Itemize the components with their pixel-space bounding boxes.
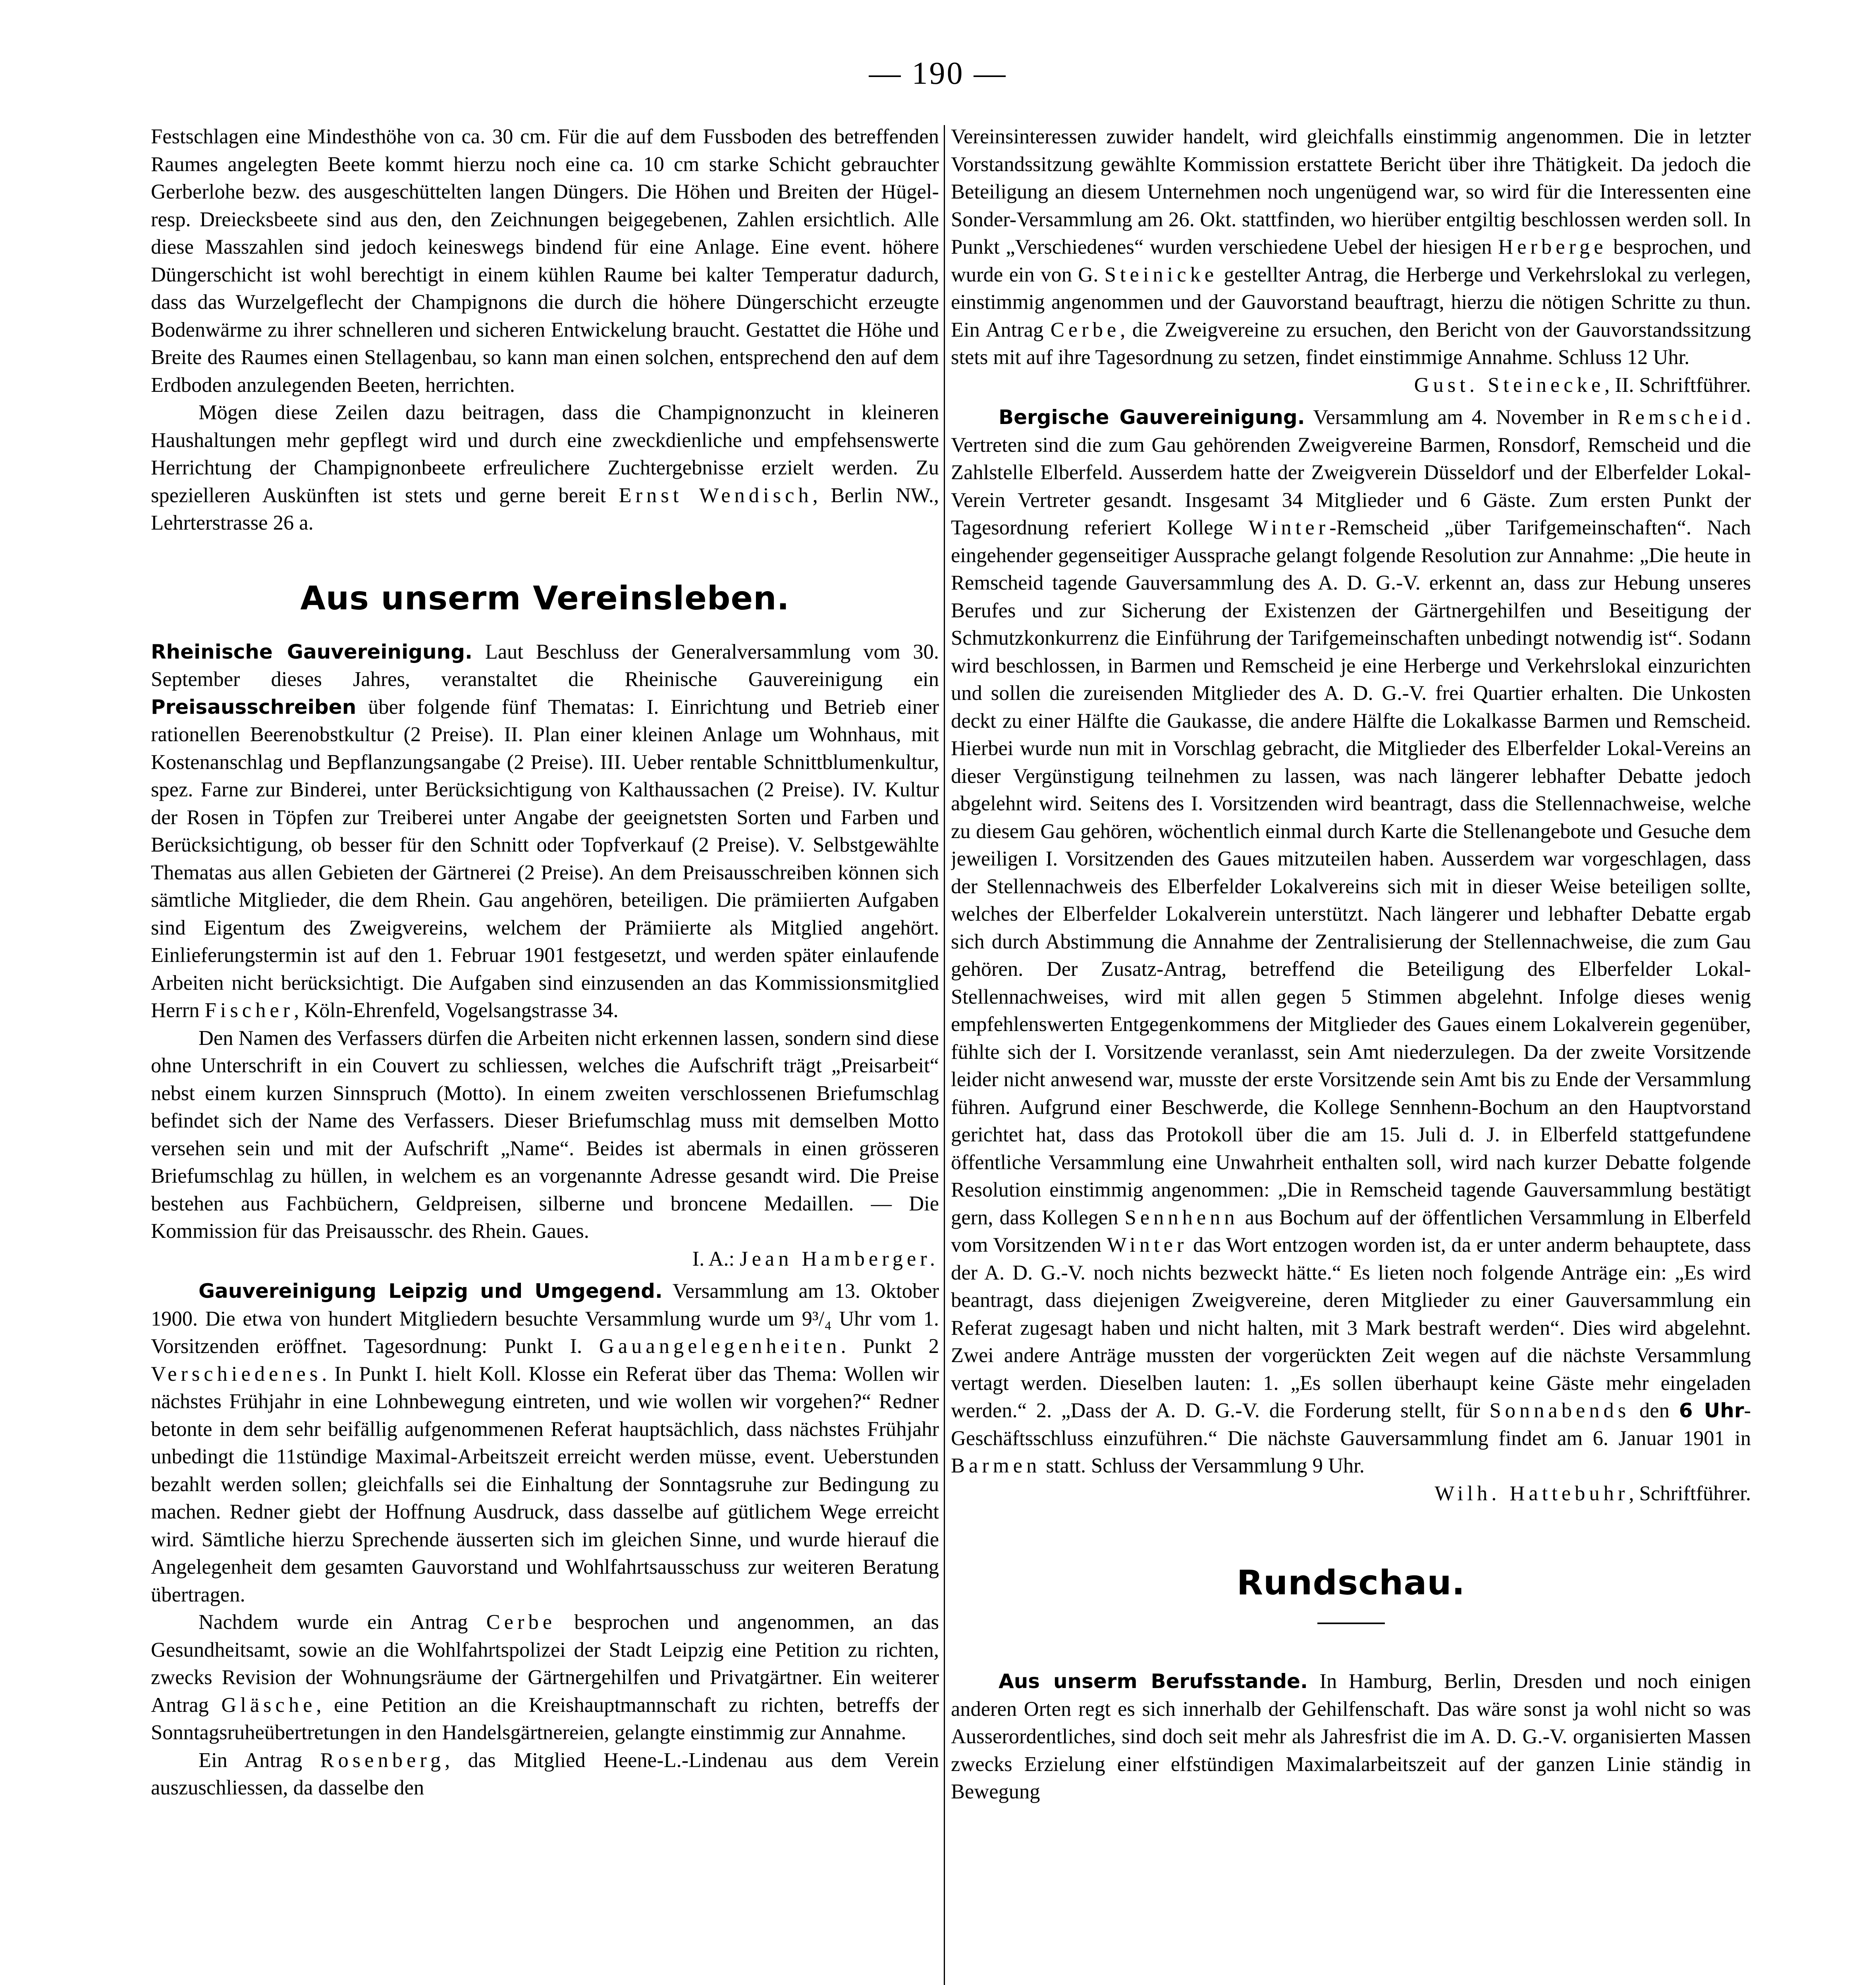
rundschau-text: In Hamburg, Berlin, Dresden und noch einigen anderen Orten regt es sich innerhalb der Gehilfenschaft. Das wäre sonst ja wohl nicht so was Ausserordentliches, sind doch seit mehr als Jahresfrist die im A. D. G.-V. organisierten Massen zwecks Erzielung einer elfstündigen Maximalarbeitszeit auf der ganzen Linie ständig in Bewegung bbox=[951, 1670, 1751, 1803]
sechs-uhr-label: 6 Uhr bbox=[1679, 1399, 1744, 1422]
cont-text-c: gestellter Antrag, die Herberge und Verkehrslokal zu verlegen, einstimmig angenommen und der Gauvorstand beauftragt, hierzu die nötigen Schritte zu thun. Ein Antrag bbox=[951, 263, 1751, 341]
left-column bbox=[151, 123, 939, 1985]
cont-text-d: , die Zweigvereine zu ersuchen, den Bericht von der Gauvorstandssitzung stets mit auf ihre Tagesordnung zu setzen, findet einstimmige Annahme. Schluss 12 Uhr. bbox=[951, 318, 1751, 369]
bergische-text-c: -Remscheid „über Tarifgemeinschaften“. Nach eingehender gegenseitiger Aussprache gelangt folgende Resolution zur Annahme: „Die heute in Remscheid tagende Gauversammlung des A. D. G.-V. erkennt an, dass zur Hebung unseres Berufes und zur Sicherung der Existenzen der Gärtnergehilfen und Beseitigung der Schmutzkonkurrenz die Einführung der Tarifgemeinschaften unbedingt notwendig ist“. Sodann wird beschlossen, in Barmen und Remscheid je eine Herberge und Verkehrslokal einzurichten und sollen die zureisenden Mitglieder des A. D. G.-V. frei Quartier erhalten. Die Unkosten deckt zu einer Hälfte die Gaukasse, die andere Hälfte die Lokalkasse Barmen und Remscheid. Hierbei wurde nun mit in Vorschlag gebracht, die Mitglieder des Elberfelder Lokal-Vereins an dieser Vergünstigung teilnehmen zu lassen, was nach längerer lebhafter Debatte jedoch abgelehnt wird. Seitens des I. Vorsitzenden wird beantragt, dass die Stellennachweise, welche zu diesem Gau gehören, wöchentlich einmal durch Karte die Stellenangebote und Gesuche dem jeweiligen I. Vorsitzenden des Gaues mitzuteilen haben. Ausserdem war vorgeschlagen, dass der Stellennachweis des Elberfelder Lokalvereins sich mit in dieser Weise beteiligen sollte, welches der Elberfelder Lokalverein unterstützt. Nach längerer und lebhafter Debatte ergab sich durch Abstimmung die Annahme der Zentralisierung der Stellennachweise, die zum Gau gehören. Der Zusatz-Antrag, betreffend die Beteiligung des Elberfelder Lokal-Stellennachweises, wird mit allen gegen 5 Stimmen abgelehnt. Infolge dieses wenig empfehlenswerten Entgegenkommens der Mitglieder des Gaues einem Lokalverein gegenüber, fühlte sich der I. Vorsitzende veranlasst, sein Amt niederzulegen. Da der zweite Vorsitzende leider nicht anwesend war, musste der erste Vorsitzende sein Amt bis zu Ende der Versammlung führen. Aufgrund einer Beschwerde, die Kollege Sennhenn-Bochum an den Hauptvorstand gerichtet hat, dass das Protokoll über die am 15. Juli d. J. in Elberfeld stattgefundene öffentliche Versammlung eine Unwahrheit enthalten soll, wird nach kurzer Debatte folgende Resolution einstimmig angenommen: „Die in Remscheid tagende Gauversammlung bestätigt gern, dass Kollegen bbox=[951, 516, 1751, 1229]
cerbe-name: Cerbe bbox=[486, 1611, 556, 1634]
bergische-text-d: aus Bochum auf der öffentlichen Versammlung in Elberfeld vom Vorsitzenden bbox=[951, 1206, 1751, 1257]
remscheid-label: Remscheid bbox=[1617, 406, 1746, 429]
signature-prefix: I. A.: bbox=[692, 1247, 735, 1270]
cont-text-b: besprochen, und wurde ein von G. bbox=[951, 235, 1751, 286]
sonnabends-label: Sonnabends bbox=[1489, 1399, 1630, 1422]
rheinische-report bbox=[151, 638, 939, 1025]
leipzig-report bbox=[151, 1278, 939, 1609]
preisausschreiben-label: Preisausschreiben bbox=[151, 695, 357, 719]
cerbe-name-2: Cerbe bbox=[1050, 318, 1120, 341]
leipzig-title: Gauvereinigung Leipzig und Umgegend. bbox=[199, 1280, 663, 1303]
hattebuhr-role: , Schriftführer. bbox=[1629, 1482, 1751, 1505]
section-heading-rundschau bbox=[951, 1559, 1751, 1624]
hattebuhr-name: Wilh. Hattebuhr bbox=[1434, 1482, 1629, 1505]
sennhenn-name: Sennhenn bbox=[1124, 1206, 1239, 1229]
leipzig-text-e: besprochen und angenommen, an das Gesundheitsamt, sowie an die Wohlfahrtspolizei der Stadt Leipzig eine Petition zu richten, zwecks Revision der Wohnungsräume der Gärtnergehilfen und Privatgärtner. Ein weiterer Antrag bbox=[151, 1611, 939, 1717]
leipzig-text-d: Nachdem wurde ein Antrag bbox=[199, 1611, 486, 1634]
rundschau-title-runin: Aus unserm Berufsstande. bbox=[999, 1670, 1308, 1693]
bergische-text-h: statt. Schluss der Versammlung 9 Uhr. bbox=[1041, 1454, 1365, 1477]
author-address: , Berlin NW., Lehrterstrasse 26 a. bbox=[151, 484, 939, 534]
winter-name: Winter bbox=[1248, 516, 1330, 539]
rundschau-report bbox=[951, 1668, 1751, 1806]
steinecke-role: , II. Schriftführer. bbox=[1604, 373, 1751, 397]
rosenberg-name: Rosenberg bbox=[320, 1748, 445, 1772]
champignon-closing-paragraph bbox=[151, 399, 939, 537]
leipzig-text-c: . In Punkt I. hielt Koll. Klosse ein Referat über das Thema: Wollen wir nächstes Frühjahr in eine Lohnbewegung eintreten, und wie wollen wir vorgehen?“ Redner betonte in dem sehr beifällig aufgenommenen Referat hauptsächlich, dass nächstes Frühjahr unbedingt die 11stündige Maximal-Arbeitszeit erreicht werden müsse, event. Ueberstunden bezahlt werden sollen; gleichfalls sei die Einhaltung der Sonntagsruhe zur Bedingung zu machen. Redner giebt der Hoffnung Ausdruck, dass dasselbe auf gütlichem Wege erreicht wird. Sämtliche hierzu Sprechende äusserten sich im gleichen Sinne, und wurde hierauf die Angelegenheit dem gesamten Gauvorstand und Wohlfahrtsausschuss zur weiteren Beratung übertragen. bbox=[151, 1362, 939, 1606]
verschiedenes-label: Verschiedenes bbox=[151, 1362, 322, 1386]
barmen-label: Barmen bbox=[951, 1454, 1041, 1477]
bergische-text-e: das Wort entzogen worden ist, da er unter anderm behauptete, dass der A. D. G.-V. noch nichts bezweckt hätte.“ Es lieten noch folgende Anträge ein: „Es wird beantragt, dass diejenigen Zweigvereine, deren Mitglieder zu einer Gauversammlung ein Referat zugesagt haben und nicht halten, mit 3 Mark bestraft werden“. Dies wird abgelehnt. Zwei andere Anträge mussten der vorgerückten Zeit wegen auf die nächste Versammlung vertagt werden. Dieselben lauten: 1. „Es sollen überhaupt keine Gäste mehr eingeladen werden.“ 2. „Dass der A. D. G.-V. die Forderung stellt, für bbox=[951, 1233, 1751, 1422]
bergische-text-b: . Vertreten sind die zum Gau gehörenden Zweigvereine Barmen, Ronsdorf, Remscheid und die Zahlstelle Elberfeld. Ausserdem hatte der Zweigverein Düsseldorf und der Elberfelder Lokal-Verein Vertreter gesandt. Insgesamt 34 Mitglieder und 6 Gäste. Zum ersten Punkt der Tagesordnung referiert Kollege bbox=[951, 406, 1751, 539]
herberge-label: Herberge bbox=[1498, 235, 1607, 258]
leipzig-text-a: Versammlung am 13. Oktober 1900. Die etwa von hundert Mitgliedern besuchte Versammlung wurde um 9³/₄ Uhr vom 1. Vorsitzenden eröffnet. Tagesordnung: Punkt I. bbox=[151, 1280, 939, 1358]
leipzig-text-f: , eine Petition an die Kreishauptmannschaft zu richten, betreffs der Sonntagsruheübertretungen in den Handelsgärtnereien, gelangte einstimmig zur Annahme. bbox=[151, 1693, 939, 1744]
author-name: Ernst Wendisch bbox=[619, 484, 813, 507]
bergische-text-a: Versammlung am 4. November in bbox=[1305, 406, 1618, 429]
bergische-text-g: -Geschäftsschluss einzuführen.“ Die nächste Gauversammlung findet am 6. Januar 1901 in bbox=[951, 1399, 1751, 1450]
rheinische-signature bbox=[151, 1245, 939, 1273]
leipzig-report-2 bbox=[151, 1609, 939, 1747]
rheinische-text-c: , Köln-Ehrenfeld, Vogelsangstrasse 34. bbox=[294, 999, 619, 1022]
heading-underline bbox=[1317, 1623, 1385, 1624]
steinicke-name: Steinicke bbox=[1104, 263, 1218, 286]
right-column bbox=[951, 123, 1751, 1985]
leipzig-continuation bbox=[951, 123, 1751, 372]
leipzig-signature bbox=[951, 372, 1751, 399]
bergische-report bbox=[951, 404, 1751, 1480]
leipzig-text-g: Ein Antrag bbox=[199, 1748, 320, 1772]
steinecke-name: Gust. Steinecke bbox=[1414, 373, 1605, 397]
leipzig-text-h: , das Mitglied Heene-L.-Lindenau aus dem Verein auszuschliessen, da dasselbe den bbox=[151, 1748, 939, 1799]
leipzig-text-b: . Punkt 2 bbox=[841, 1335, 939, 1358]
rheinische-text-d: Den Namen des Verfassers dürfen die Arbeiten nicht erkennen lassen, sondern sind diese ohne Unterschrift in ein Couvert zu schliessen, welches die Aufschrift trägt „Preisarbeit“ nebst einem kurzen Sinnspruch (Motto). In einem zweiten verschlossenen Briefumschlag befindet sich der Name des Verfassers. Dieser Briefumschlag muss mit demselben Motto versehen sein und mit der Aufschrift „Name“. Beides ist abermals in einen grösseren Briefumschlag zu hüllen, in welchem es an vorgenannte Adresse gesandt wird. Die Preise bestehen aus Fachbüchern, Geldpreisen, silberne und broncene Medaillen. — Die Kommission für das Preisausschr. des Rhein. Gaues. bbox=[151, 1026, 939, 1243]
bergische-title: Bergische Gauvereinigung. bbox=[999, 406, 1305, 429]
fischer-name: Fischer bbox=[204, 999, 294, 1022]
winter-name-2: Winter bbox=[1107, 1233, 1188, 1257]
cont-text-a: Vereinsinteressen zuwider handelt, wird gleichfalls einstimmig angenommen. Die in letzter Vorstandssitzung gewählte Kommission erstattete Bericht über ihre Thätigkeit. Da jedoch die Beteiligung an diesem Unternehmen noch ungenügend war, so wird für die Interessenten eine Sonder-Versammlung am 26. Okt. stattfinden, wo hierüber entgiltig beschlossen werden soll. In Punkt „Verschiedenes“ wurden verschiedene Uebel der hiesigen bbox=[951, 125, 1751, 258]
hamberger-name: Jean Hamberger. bbox=[740, 1247, 939, 1270]
rheinische-text-b: über folgende fünf Thematas: I. Einrichtung und Betrieb einer rationellen Beerenobstkultur (2 Preise). II. Plan einer kleinen Anlage um Wohnhaus, mit Kostenanschlag und Bepflanzungsangabe (2 Preise). III. Ueber rentable Schnittblumenkultur, spez. Farne zur Binderei, unter Berücksichtigung von Kalthaussachen (2 Preise). IV. Kultur der Rosen in Töpfen zur Treiberei unter Angabe der geeignetsten Sorten und Farben und Berücksichtigung, ob besser für den Schnitt oder Topfverkauf (2 Preise). V. Selbstgewählte Thematas aus allen Gebieten der Gärtnerei (2 Preise). An dem Preisausschreiben können sich sämtliche Mitglieder, die dem Rhein. Gau angehören, beteiligen. Die prämiierten Aufgaben sind Eigentum des Zweigvereins, welchem der Prämiierte als Mitglied angehört. Einlieferungstermin ist auf den 1. Februar 1901 festgesetzt, und werden später einlaufende Arbeiten nicht berücksichtigt. Die Aufgaben sind einzusenden an das Kommissionsmitglied Herrn bbox=[151, 695, 939, 1022]
rheinische-title: Rheinische Gauvereinigung. bbox=[151, 640, 472, 663]
bergische-signature bbox=[951, 1480, 1751, 1508]
bergische-text-f: den bbox=[1630, 1399, 1679, 1422]
leipzig-report-3 bbox=[151, 1747, 939, 1802]
section-heading-vereinsleben: Aus unserm Vereinsleben. bbox=[300, 579, 790, 617]
column-rule bbox=[944, 125, 945, 1985]
rundschau-title: Rundschau. bbox=[1236, 1563, 1465, 1603]
rheinische-text-a: Laut Beschluss der Generalversammlung vom 30. September dieses Jahres, veranstaltet die Rheinische Gauvereinigung ein bbox=[151, 640, 939, 691]
glasche-name: Gläsche bbox=[221, 1693, 316, 1717]
closing-text: Mögen diese Zeilen dazu beitragen, dass die Champignonzucht in kleineren Haushaltungen mehr gepflegt wird und durch eine zweckdienliche und empfehsenswerte Herrichtung der Champignonbeete erfreulichere Zuchtergebnisse erzielt werden. Zu spezielleren Auskünften ist stets und gerne bereit bbox=[151, 401, 939, 507]
page-number: — 190 — bbox=[869, 56, 1007, 91]
rheinische-report-2 bbox=[151, 1025, 939, 1245]
champignon-paragraph: Festschlagen eine Mindesthöhe von ca. 30 cm. Für die auf dem Fussboden des betreffenden Raumes angelegten Beete kommt hierzu noch eine ca. 10 cm starke Schicht gebrauchter Gerberlohe bezw. des ausgeschüttelten langen Düngers. Die Höhen und Breiten der Hügel- resp. Dreiecksbeete sind aus den, den Zeichnungen beigegebenen, Zahlen ersichtlich. Alle diese Masszahlen sind jedoch keineswegs bindend für eine Anlage. Eine event. höhere Düngerschicht ist wohl berechtigt in einem kühlen Raume bei kalter Temperatur dadurch, dass das Wurzelgeflecht der Champignons die durch die höhere Düngerschicht erzeugte Bodenwärme zu ihrer schnelleren und sicheren Entwickelung braucht. Gestattet die Höhe und Breite des Raumes einen Stellagenbau, so kann man einen solchen, entsprechend den auf dem Erdboden anzulegenden Beeten, herrichten. bbox=[151, 125, 939, 397]
gauangelegenheiten-label: Gauangelegenheiten bbox=[599, 1335, 841, 1358]
